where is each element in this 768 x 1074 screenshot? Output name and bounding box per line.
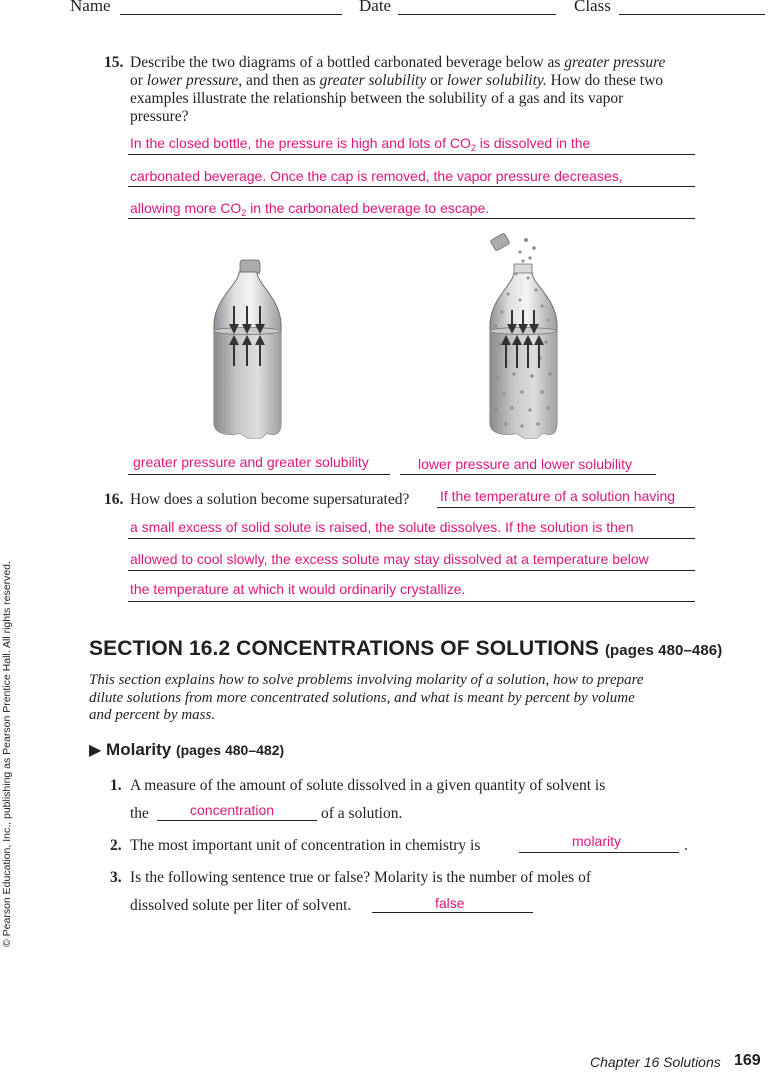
m-q2-text: The most important unit of concentration in chemistry is [130,837,481,854]
footer-page-number: 169 [734,1052,761,1069]
closed-bottle [210,260,290,441]
q16-number: 16. [104,491,124,508]
q15-rule-3 [128,218,695,219]
open-bottle [486,233,566,441]
m-q1-text: A measure of the amount of solute dissolved in a given quantity of solvent is [130,777,606,794]
name-label: Name [70,0,111,15]
left-bottle-rule [128,474,390,475]
name-field[interactable] [120,14,342,15]
m-q3-answer: false [435,895,465,911]
m-q2-answer: molarity [572,833,622,849]
q16-answer-line-3: allowed to cool slowly, the excess solute may stay dissolved at a temperature below [130,551,649,567]
section-title: SECTION 16.2 CONCENTRATIONS OF SOLUTIONS (pages 480–486) [89,637,723,660]
q16-answer-line-2: a small excess of solid solute is raised, the solute dissolves. If the solution is then [130,519,634,535]
q16-rule-1 [437,507,695,508]
m-q1-suffix: of a solution. [321,805,403,822]
q16-answer-line-4: the temperature at which it would ordinarily crystallize. [130,581,466,597]
bottle-diagrams [190,228,590,450]
q15-rule-2 [128,186,695,187]
m-q2-blank[interactable] [519,852,679,853]
q15-answer-line-1: In the closed bottle, the pressure is high and lots of $CO_2$ is dissolved in the [130,135,591,153]
q15-rule-1 [128,154,695,155]
class-field[interactable] [619,14,765,15]
q16-answer-line-1: If the temperature of a solution having [440,488,676,504]
m-q1-number: 1. [110,777,122,794]
q16-rule-4 [128,601,695,602]
right-bottle-rule [400,474,656,475]
section-intro: This section explains how to solve problems involving molarity of a solution, how to prepare dilute solutions from more concentrated solutions, and what is meant by percent by volume and percent by mass. [89,672,644,723]
m-q3-text-1: Is the following sentence true or false? Molarity is the number of moles of [130,869,591,886]
q16-rule-3 [128,570,695,571]
m-q3-text-2: dissolved solute per liter of solvent. [130,897,352,914]
class-label: Class [574,0,611,15]
m-q1-blank[interactable] [157,820,317,821]
q15-answer-line-2: carbonated beverage. Once the cap is removed, the vapor pressure decreases, [130,168,623,184]
side-copyright: © Pearson Education, Inc., publishing as Pearson Prentice Hall. All rights reserved. [1,561,13,947]
q15-number: 15. [104,54,124,71]
left-bottle-answer: greater pressure and greater solubility [133,454,369,470]
triangle-bullet-icon: ▶ [89,742,102,759]
right-bottle-answer: lower pressure and lower solubility [418,456,632,472]
liquid-left [210,331,290,441]
liquid-right [486,331,566,441]
m-q3-number: 3. [110,869,122,886]
bottle-cap-right [490,233,510,251]
m-q2-suffix: . [684,837,688,854]
m-q2-number: 2. [110,837,122,854]
q16-question: How does a solution become supersaturated? [130,491,410,508]
molarity-heading: ▶ Molarity (pages 480–482) [89,740,285,759]
q15-question: Describe the two diagrams of a bottled carbonated beverage below as greater pressure or lower pressure, and then as greater solubility or lower solubility. How do these two examples illustrate the relationship between the solubility of a gas and its vapor pressure? [130,54,666,125]
q16-rule-2 [128,538,695,539]
date-label: Date [359,0,392,15]
m-q1-prefix: the [130,805,149,822]
q15-answer-line-3: allowing more $CO_2$ in the carbonated beverage to escape. [130,200,490,218]
footer-chapter: Chapter 16 Solutions [590,1054,721,1070]
m-q1-answer: concentration [190,802,275,818]
m-q3-blank[interactable] [372,912,533,913]
date-field[interactable] [398,14,556,15]
